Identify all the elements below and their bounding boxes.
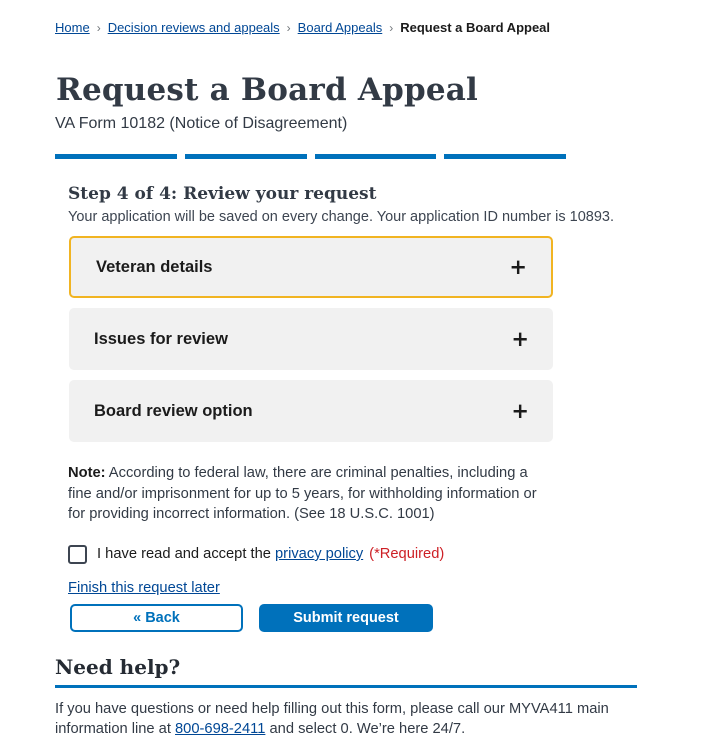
review-accordions	[69, 236, 553, 442]
required-indicator: (*Required)	[369, 546, 445, 562]
phone-link[interactable]: 800-698-2411	[175, 721, 266, 737]
progress-segment-2	[185, 154, 307, 159]
accordion-veteran-details[interactable]	[69, 236, 553, 298]
breadcrumb-current: Request a Board Appeal	[400, 20, 551, 35]
page-title: Request a Board Appeal	[56, 72, 479, 108]
accordion-label: Board review option	[94, 401, 253, 420]
accordion-label: Veteran details	[96, 257, 213, 276]
plus-icon: +	[511, 326, 529, 351]
progress-segment-1	[55, 154, 177, 159]
help-text-after-phone: and select 0. We’re here 24/7.	[265, 721, 466, 737]
breadcrumb-link-home[interactable]: Home	[55, 20, 90, 35]
back-button[interactable]: « Back	[70, 604, 243, 632]
need-help-section	[55, 655, 701, 740]
breadcrumb	[55, 20, 701, 36]
need-help-text	[55, 699, 615, 740]
privacy-label-prefix: I have read and accept the	[97, 546, 276, 562]
form-subtitle: VA Form 10182 (Notice of Disagreement)	[55, 115, 348, 132]
autosave-note: Your application will be saved on every change. Your application ID number is 10893.	[68, 209, 614, 225]
chevron-separator-icon: ›	[96, 21, 101, 35]
chevron-separator-icon: ›	[286, 21, 291, 35]
plus-icon: +	[509, 254, 527, 279]
privacy-policy-label	[97, 546, 444, 562]
plus-icon: +	[511, 398, 529, 423]
accordion-label: Issues for review	[94, 329, 228, 348]
need-help-heading: Need help?	[55, 654, 181, 679]
chevron-separator-icon: ›	[389, 21, 394, 35]
progress-bar	[55, 154, 566, 159]
accordion-issues-for-review[interactable]	[69, 308, 553, 370]
progress-segment-3	[315, 154, 437, 159]
note-label: Note:	[68, 465, 106, 481]
breadcrumb-link-board-appeals[interactable]: Board Appeals	[297, 20, 383, 35]
submit-request-button[interactable]: Submit request	[259, 604, 433, 632]
step-heading: Step 4 of 4: Review your request	[68, 184, 377, 204]
privacy-policy-checkbox[interactable]	[68, 545, 87, 564]
accordion-board-review-option[interactable]	[69, 380, 553, 442]
help-text-before-phone: If you have questions or need help filling out this form, please call our MYVA411 main information line at	[55, 700, 609, 737]
need-help-divider	[55, 685, 637, 688]
progress-segment-4	[444, 154, 566, 159]
legal-note	[68, 463, 548, 525]
note-text: According to federal law, there are criminal penalties, including a fine and/or imprisonment for up to 5 years, for withholding information or for providing incorrect information. (See 18 U.S.C. 1001)	[68, 465, 537, 522]
form-navigation	[70, 604, 701, 632]
privacy-policy-link[interactable]: privacy policy	[275, 546, 364, 562]
privacy-policy-row	[68, 545, 701, 564]
finish-later-link[interactable]: Finish this request later	[68, 579, 220, 596]
breadcrumb-link-decision-reviews[interactable]: Decision reviews and appeals	[107, 20, 280, 35]
